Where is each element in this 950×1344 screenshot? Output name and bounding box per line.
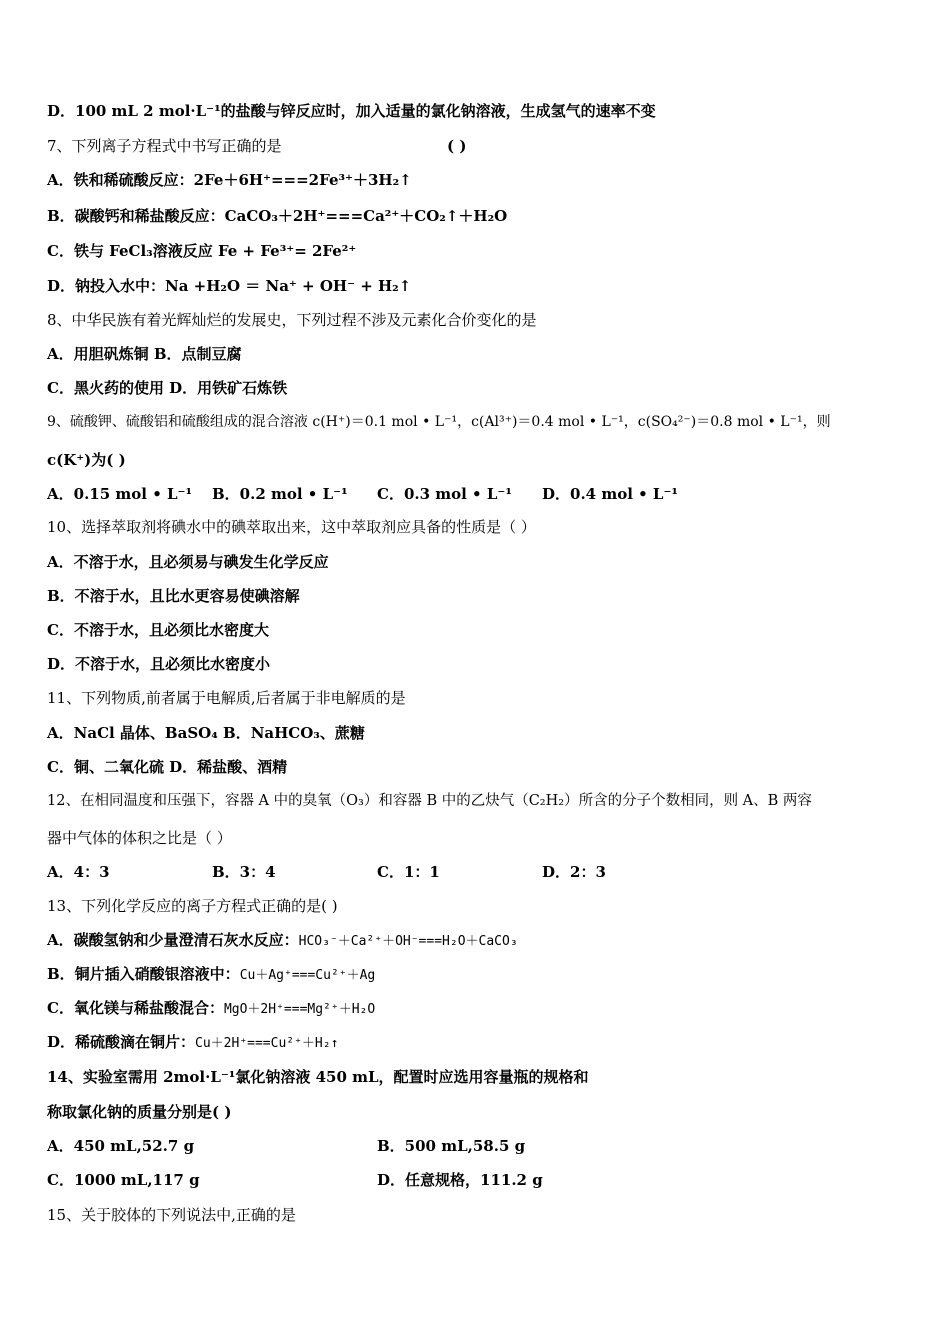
q11-options-ab: A．NaCl 晶体、BaSO₄ B．NaHCO₃、蔗糖 (47, 724, 365, 742)
q11-stem: 11、下列物质,前者属于电解质,后者属于非电解质的是 (47, 689, 406, 707)
q13-option-a-label: A．碳酸氢钠和少量澄清石灰水反应： (47, 931, 299, 949)
q13-option-d-equation: Cu＋2H⁺===Cu²⁺＋H₂↑ (195, 1036, 339, 1051)
q11-options-cd: C．铜、二氧化硫 D．稀盐酸、酒精 (47, 758, 288, 776)
q14-option-b: B．500 mL,58.5 g (377, 1137, 526, 1155)
q8-options-cd: C．黑火药的使用 D．用铁矿石炼铁 (47, 379, 288, 397)
q13-option-d (47, 1032, 338, 1054)
q10-option-b: B．不溶于水，且比水更容易使碘溶解 (47, 587, 300, 605)
q14-option-d: D．任意规格，111.2 g (377, 1171, 543, 1189)
q14-option-a: A．450 mL,52.7 g (47, 1137, 195, 1155)
q9-stem: 9、硫酸钾、硫酸铝和硫酸组成的混合溶液 c(H⁺)＝0.1 mol • L⁻¹，c(Al³⁺)＝0.4 mol • L⁻¹，c(SO₄²⁻)＝0.8 mol • L⁻¹，则 (47, 414, 831, 430)
q13-option-d-label: D．稀硫酸滴在铜片： (47, 1033, 196, 1051)
q9-option-a: A．0.15 mol • L⁻¹ (47, 485, 193, 503)
q13-option-b-label: B．铜片插入硝酸银溶液中： (47, 965, 240, 983)
q12-option-b: B．3：4 (212, 863, 276, 881)
q12-stem: 12、在相同温度和压强下，容器 A 中的臭氧（O₃）和容器 B 中的乙炔气（C₂H₂）所含的分子个数相同，则 A、B 两容 (47, 793, 812, 809)
q9-stem-cont: c(K⁺)为( ) (47, 451, 126, 469)
q7-option-a: A．铁和稀硫酸反应：2Fe＋6H⁺===2Fe³⁺＋3H₂↑ (47, 171, 412, 189)
q12-stem-cont: 器中气体的体积之比是（ ） (47, 829, 232, 847)
q8-stem: 8、中华民族有着光辉灿烂的发展史，下列过程不涉及元素化合价变化的是 (47, 311, 537, 329)
q7-answer-paren: ( ) (447, 137, 467, 155)
q9-option-c: C．0.3 mol • L⁻¹ (377, 485, 512, 503)
q9-option-d: D．0.4 mol • L⁻¹ (542, 485, 678, 503)
q13-option-b (47, 964, 375, 986)
q14-option-c: C．1000 mL,117 g (47, 1171, 200, 1189)
q13-stem: 13、下列化学反应的离子方程式正确的是( ) (47, 897, 338, 915)
q7-option-d: D．钠投入水中：Na +H₂O ＝ Na⁺ + OH⁻ + H₂↑ (47, 277, 412, 295)
q10-option-a: A．不溶于水，且必须易与碘发生化学反应 (47, 553, 329, 571)
q13-option-a-equation: HCO₃⁻＋Ca²⁺＋OH⁻===H₂O＋CaCO₃ (298, 934, 518, 949)
q12-option-d: D．2：3 (542, 863, 606, 881)
q10-option-c: C．不溶于水，且必须比水密度大 (47, 621, 269, 639)
q14-stem-cont: 称取氯化钠的质量分别是( ) (47, 1103, 232, 1121)
q10-option-d: D．不溶于水，且必须比水密度小 (47, 655, 271, 673)
q9-option-b: B．0.2 mol • L⁻¹ (212, 485, 348, 503)
q13-option-c-label: C．氧化镁与稀盐酸混合： (47, 999, 224, 1017)
q8-options-ab: A．用胆矾炼铜 B．点制豆腐 (47, 345, 242, 363)
q13-option-c (47, 998, 375, 1020)
q13-option-c-equation: MgO＋2H⁺===Mg²⁺＋H₂O (223, 1002, 376, 1017)
q12-option-c: C．1：1 (377, 863, 440, 881)
q6-option-d: D．100 mL 2 mol·L⁻¹的盐酸与锌反应时，加入适量的氯化钠溶液，生成氢气的速率不变 (47, 102, 656, 120)
q14-stem: 14、实验室需用 2mol·L⁻¹氯化钠溶液 450 mL，配置时应选用容量瓶的规格和 (47, 1068, 589, 1086)
q7-stem: 7、下列离子方程式中书写正确的是 (47, 137, 282, 155)
q12-option-a: A．4：3 (47, 863, 110, 881)
q15-stem: 15、关于胶体的下列说法中,正确的是 (47, 1206, 296, 1224)
q13-option-b-equation: Cu＋Ag⁺===Cu²⁺＋Ag (239, 968, 376, 983)
q7-option-b: B．碳酸钙和稀盐酸反应：CaCO₃＋2H⁺===Ca²⁺＋CO₂↑＋H₂O (47, 207, 508, 225)
q13-option-a (47, 930, 518, 952)
q7-option-c: C．铁与 FeCl₃溶液反应 Fe + Fe³⁺= 2Fe²⁺ (47, 242, 357, 260)
q10-stem: 10、选择萃取剂将碘水中的碘萃取出来，这中萃取剂应具备的性质是（ ） (47, 518, 536, 536)
